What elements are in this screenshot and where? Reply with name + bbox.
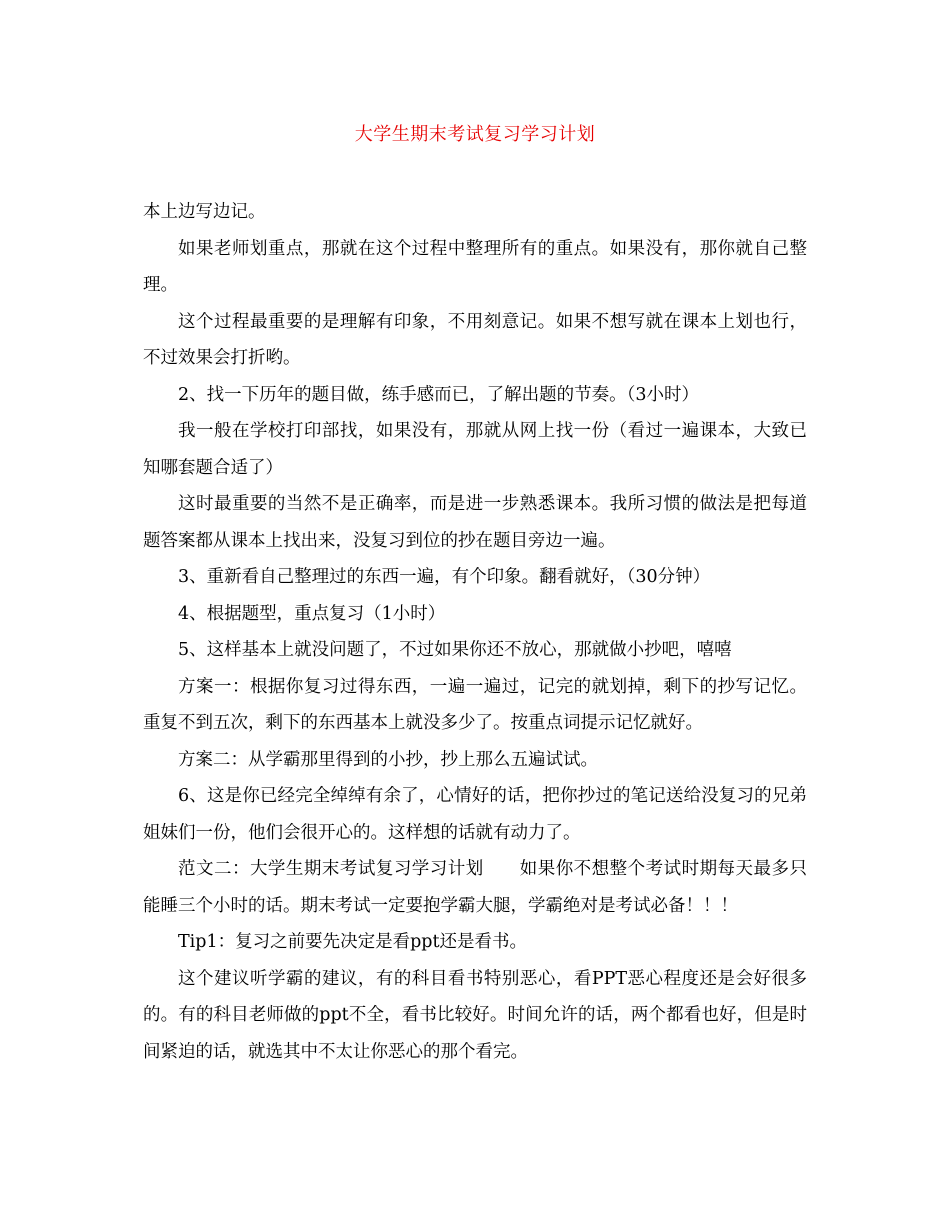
paragraph: 2、找一下历年的题目做，练手感而已，了解出题的节奏。（3小时） (178, 384, 700, 405)
paragraph: 4、根据题型，重点复习（1小时） (178, 603, 446, 624)
document-title: 大学生期末考试复习学习计划 (354, 124, 596, 145)
paragraph: 如果老师划重点，那就在这个过程中整理所有的重点。如果没有，那你就自己整理。 (143, 238, 807, 295)
paragraph: 这时最重要的当然不是正确率，而是进一步熟悉课本。我所习惯的做法是把每道题答案都从课本上找出来，没复习到位的抄在题目旁边一遍。 (143, 494, 807, 551)
paragraph: 方案二：从学霸那里得到的小抄，抄上那么五遍试试。 (178, 749, 598, 770)
paragraph: 我一般在学校打印部找，如果没有，那就从网上找一份（看过一遍课本，大致已知哪套题合适了） (143, 421, 807, 478)
paragraph: 这个建议听学霸的建议，有的科目看书特别恶心，看PPT恶心程度还是会好很多的。有的科目老师做的ppt不全，看书比较好。时间允许的话，两个都看也好，但是时间紧迫的话，就选其中不太让你恶心的那个看完。 (143, 968, 807, 1062)
paragraph: 6、这是你已经完全绰绰有余了，心情好的话，把你抄过的笔记送给没复习的兄弟姐妹们一份，他们会很开心的。这样想的话就有动力了。 (143, 786, 807, 843)
paragraph: 5、这样基本上就没问题了，不过如果你还不放心，那就做小抄吧，嘻嘻 (178, 640, 732, 660)
paragraph: 3、重新看自己整理过的东西一遍，有个印象。翻看就好，（30分钟） (178, 567, 711, 587)
paragraph: Tip1：复习之前要先决定是看ppt还是看书。 (178, 932, 528, 952)
paragraph: 这个过程最重要的是理解有印象，不用刻意记。如果不想写就在课本上划也行，不过效果会打折哟。 (143, 311, 807, 368)
paragraph: 方案一：根据你复习过得东西，一遍一遍过，记完的就划掉，剩下的抄写记忆。重复不到五次，剩下的东西基本上就没多少了。按重点词提示记忆就好。 (143, 676, 807, 733)
document-body (143, 194, 807, 1070)
paragraph: 范文二：大学生期末考试复习学习计划 如果你不想整个考试时期每天最多只能睡三个小时的话。期末考试一定要抱学霸大腿，学霸绝对是考试必备！！！ (143, 859, 807, 916)
paragraph: 本上边写边记。 (143, 202, 266, 222)
